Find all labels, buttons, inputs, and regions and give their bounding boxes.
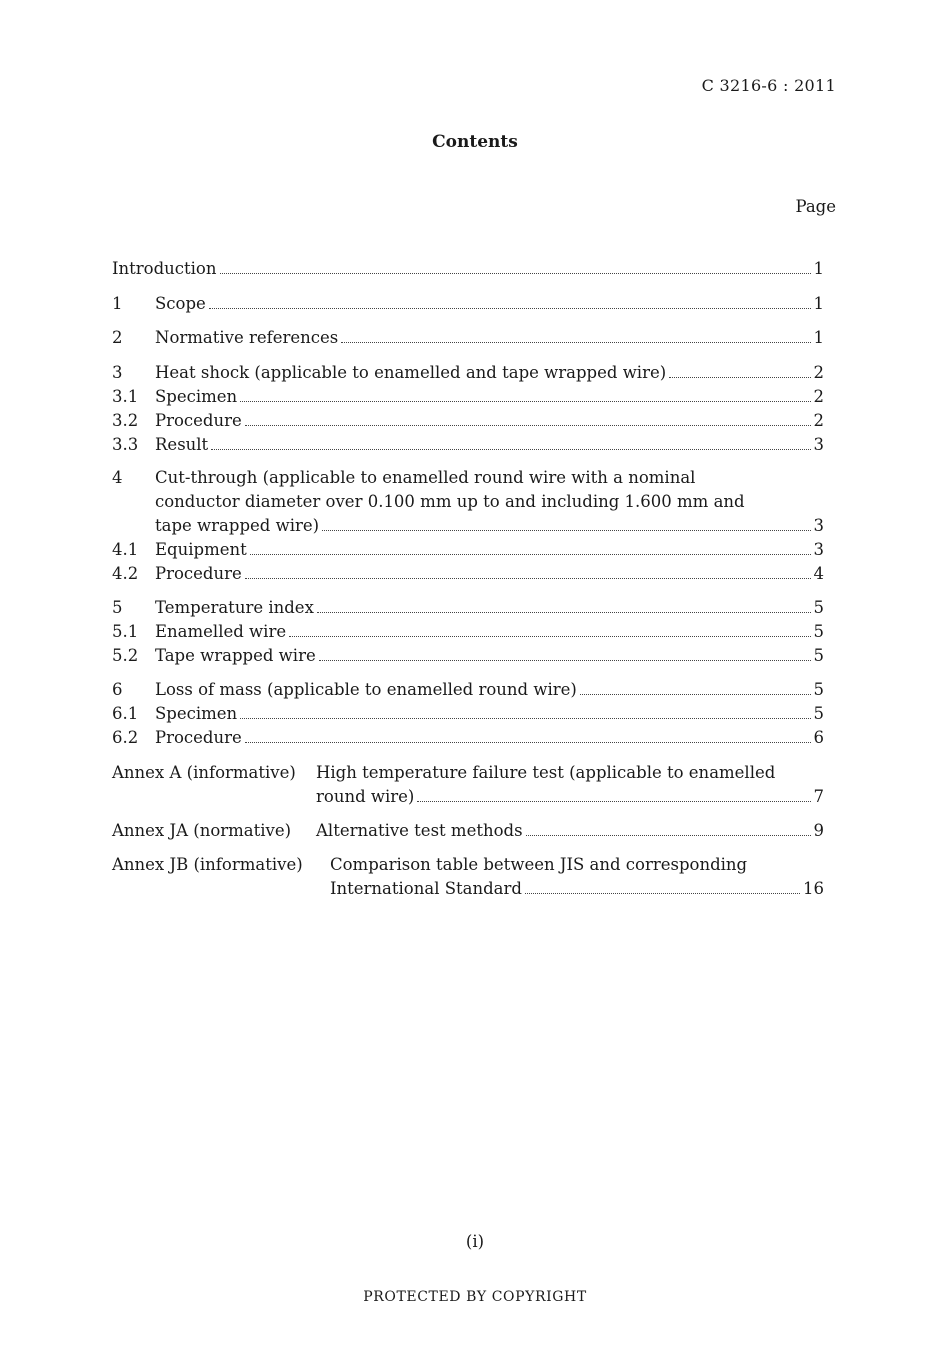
annex-jb-label: Annex JB (informative)	[112, 855, 303, 874]
dot-leader	[245, 425, 811, 426]
dot-leader	[250, 554, 811, 555]
dot-leader	[245, 742, 811, 743]
toc-entry-cut-through-last-line[interactable]	[155, 516, 824, 540]
toc-entry-temperature-index[interactable]	[112, 598, 824, 622]
page-column-heading: Page	[795, 197, 836, 216]
dot-leader	[417, 801, 810, 802]
toc-entry-title: Normative references	[155, 328, 339, 347]
page-number: (i)	[465, 1232, 485, 1251]
dot-leader	[317, 612, 811, 613]
toc-entry-page: 6	[813, 728, 824, 747]
annex-a-title-line-1[interactable]: High temperature failure test (applicable to enamelled	[316, 763, 776, 782]
toc-entry-number: 3.2	[112, 411, 139, 430]
toc-entry-page: 2	[813, 363, 824, 382]
toc-entry-4-2-procedure[interactable]	[112, 564, 824, 588]
annex-ja-label: Annex JA (normative)	[112, 821, 292, 840]
toc-entry-number: 5.2	[112, 646, 139, 665]
dot-leader	[220, 273, 811, 274]
dot-leader	[289, 636, 810, 637]
toc-entry-number: 6	[112, 680, 123, 699]
toc-entry-title: Specimen	[155, 387, 238, 406]
toc-entry-page: 5	[813, 680, 824, 699]
toc-entry-normative-references[interactable]	[112, 328, 824, 352]
toc-entry-6-1-specimen[interactable]	[112, 704, 824, 728]
toc-entry-3-2-procedure[interactable]	[112, 411, 824, 435]
dot-leader	[669, 377, 810, 378]
annex-ja-title: Alternative test methods	[316, 821, 523, 840]
annex-a-label: Annex A (informative)	[112, 763, 296, 782]
toc-entry-loss-of-mass[interactable]	[112, 680, 824, 704]
toc-entry-page: 5	[813, 646, 824, 665]
toc-entry-title-line-3: tape wrapped wire)	[155, 516, 320, 535]
toc-entry-page: 3	[813, 540, 824, 559]
toc-entry-title: Procedure	[155, 411, 242, 430]
toc-entry-cut-through[interactable]	[112, 468, 695, 487]
toc-entry-page: 1	[813, 259, 824, 278]
toc-entry-title: Procedure	[155, 564, 242, 583]
dot-leader	[580, 694, 811, 695]
dot-leader	[341, 342, 810, 343]
dot-leader	[240, 718, 810, 719]
toc-entry-number: 4.2	[112, 564, 139, 583]
toc-entry-page: 4	[813, 564, 824, 583]
toc-entry-title: Procedure	[155, 728, 242, 747]
dot-leader	[209, 308, 811, 309]
toc-entry-number: 6.1	[112, 704, 139, 723]
toc-entry-3-3-result[interactable]	[112, 435, 824, 459]
toc-entry-number: 3.1	[112, 387, 139, 406]
toc-entry-page: 2	[813, 387, 824, 406]
toc-entry-title: Tape wrapped wire	[155, 646, 316, 665]
toc-entry-number: 5	[112, 598, 123, 617]
toc-entry-scope[interactable]	[112, 294, 824, 318]
toc-entry-page: 1	[813, 294, 824, 313]
toc-entry-title: Temperature index	[155, 598, 314, 617]
toc-entry-introduction[interactable]	[112, 259, 824, 283]
toc-entry-annex-a[interactable]	[316, 787, 824, 811]
toc-entry-title: Loss of mass (applicable to enamelled round wire)	[155, 680, 577, 699]
toc-entry-page: 2	[813, 411, 824, 430]
toc-entry-title: Heat shock (applicable to enamelled and tape wrapped wire)	[155, 363, 667, 382]
toc-entry-number: 4	[112, 468, 123, 487]
annex-jb-title-line-1[interactable]: Comparison table between JIS and corresponding	[330, 855, 748, 874]
toc-entry-title-line-2: conductor diameter over 0.100 mm up to and including 1.600 mm and	[155, 492, 745, 511]
dot-leader	[245, 578, 811, 579]
dot-leader	[526, 835, 811, 836]
toc-entry-page: 1	[813, 328, 824, 347]
toc-entry-number: 3.3	[112, 435, 139, 454]
annex-jb-title-line-2: International Standard	[330, 879, 522, 898]
toc-entry-title: Specimen	[155, 704, 238, 723]
toc-entry-page: 7	[813, 787, 824, 806]
dot-leader	[240, 401, 810, 402]
toc-entry-number: 3	[112, 363, 123, 382]
toc-entry-number: 4.1	[112, 540, 139, 559]
dot-leader	[525, 893, 800, 894]
toc-entry-title: Equipment	[155, 540, 247, 559]
toc-entry-heat-shock[interactable]	[112, 363, 824, 387]
toc-entry-number: 5.1	[112, 622, 139, 641]
toc-entry-title-line-1: Cut-through (applicable to enamelled round wire with a nominal	[155, 468, 696, 487]
dot-leader	[322, 530, 810, 531]
dot-leader	[211, 449, 810, 450]
toc-entry-number: 2	[112, 328, 123, 347]
toc-entry-title: Introduction	[112, 259, 217, 278]
toc-entry-annex-ja[interactable]	[316, 821, 824, 845]
toc-entry-5-1-enamelled-wire[interactable]	[112, 622, 824, 646]
toc-entry-page: 9	[813, 821, 824, 840]
toc-entry-6-2-procedure[interactable]	[112, 728, 824, 752]
toc-entry-page: 3	[813, 516, 824, 535]
toc-entry-5-2-tape-wrapped-wire[interactable]	[112, 646, 824, 670]
toc-entry-annex-jb[interactable]	[330, 879, 824, 903]
toc-entry-4-1-equipment[interactable]	[112, 540, 824, 564]
copyright-notice: PROTECTED BY COPYRIGHT	[363, 1289, 587, 1305]
dot-leader	[319, 660, 811, 661]
toc-entry-page: 16	[803, 879, 824, 898]
toc-entry-title: Scope	[155, 294, 206, 313]
annex-a-title-line-2: round wire)	[316, 787, 415, 806]
toc-entry-number: 6.2	[112, 728, 139, 747]
toc-entry-page: 5	[813, 598, 824, 617]
toc-entry-number: 1	[112, 294, 123, 313]
toc-entry-title: Result	[155, 435, 209, 454]
toc-entry-3-1-specimen[interactable]	[112, 387, 824, 411]
document-id: C 3216-6 : 2011	[701, 76, 836, 95]
toc-entry-page: 3	[813, 435, 824, 454]
toc-entry-page: 5	[813, 704, 824, 723]
contents-title: Contents	[432, 132, 518, 152]
toc-entry-page: 5	[813, 622, 824, 641]
toc-entry-title: Enamelled wire	[155, 622, 287, 641]
